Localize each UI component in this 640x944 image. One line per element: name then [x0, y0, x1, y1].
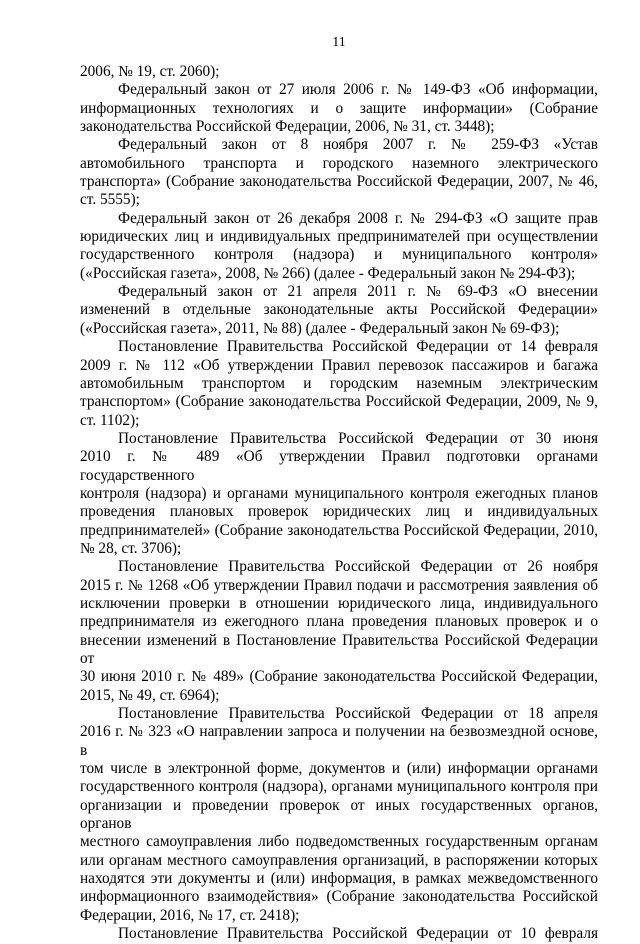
paragraph [80, 136, 598, 209]
text-line: автомобильного транспорта и городского наземного электрического [80, 154, 598, 172]
text-line: транспортом» (Собрание законодательства Российской Федерации, 2009, № 9, [80, 393, 598, 411]
text-line: юридических лиц и индивидуальных предпринимателей при осуществлении [80, 228, 598, 246]
text-line: 2009 г. № 112 «Об утверждении Правил перевозок пассажиров и багажа [80, 356, 598, 374]
text-line: предпринимателя из ежегодного плана проведения плановых проверок и о [80, 613, 598, 631]
text-line: ст. 1102); [80, 411, 140, 429]
text-line: 2016 г. № 323 «О направлении запроса и получении на безвозмездной основе, в [80, 723, 598, 759]
text-line: государственного контроля (надзора), органами муниципального контроля при [80, 778, 598, 796]
text-line: проведения плановых проверок юридических лиц и индивидуальных [80, 503, 598, 521]
document-page [80, 0, 598, 943]
text-line: Федеральный закон от 21 апреля 2011 г. № 69-ФЗ «О внесении [118, 283, 598, 301]
text-line: ст. 5555); [80, 191, 140, 209]
text-line: информационного взаимодействия» (Собрание законодательства Российской [80, 888, 598, 906]
text-line: Постановление Правительства Российской Федерации от 14 февраля [118, 338, 598, 356]
text-line: или органам местного самоуправления организаций, в распоряжении которых [80, 851, 598, 869]
text-line: Федеральный закон от 8 ноября 2007 г. № 259-ФЗ «Устав [118, 136, 598, 154]
text-line: («Российская газета», 2008, № 266) (далее - Федеральный закон № 294-ФЗ); [80, 264, 576, 282]
text-line: 30 июня 2010 г. № 489» (Собрание законодательства Российской Федерации, [80, 668, 598, 686]
text-line: местного самоуправления либо подведомственных государственным органам [80, 833, 598, 851]
text-line: Федеральный закон от 27 июля 2006 г. № 149-ФЗ «Об информации, [118, 81, 598, 99]
paragraph [80, 925, 598, 943]
text-line: изменений в отдельные законодательные акты Российской Федерации» [80, 301, 598, 319]
text-line: («Российская газета», 2011, № 88) (далее - Федеральный закон № 69-ФЗ); [80, 319, 560, 337]
text-line: Постановление Правительства Российской Федерации от 30 июня [118, 429, 598, 447]
text-line: транспорта» (Собрание законодательства Российской Федерации, 2007, № 46, [80, 173, 598, 191]
document-body [80, 63, 598, 944]
text-line: Федеральный закон от 26 декабря 2008 г. № 294-ФЗ «О защите прав [118, 209, 598, 227]
paragraph [80, 705, 598, 925]
paragraph [80, 210, 598, 283]
paragraph [80, 81, 598, 136]
paragraph [80, 338, 598, 430]
text-line: Федерации, 2016, № 17, ст. 2418); [80, 906, 300, 924]
page-number: 11 [332, 35, 346, 50]
text-line: 2015 г. № 1268 «Об утверждении Правил подачи и рассмотрения заявления об [80, 576, 598, 594]
text-line: находятся эти документы и (или) информация, в рамках межведомственного [80, 870, 598, 888]
text-line: 2006, № 19, ст. 2060); [80, 63, 220, 80]
text-line: Постановление Правительства Российской Федерации от 10 февраля [118, 925, 598, 943]
text-line: государственного контроля (надзора) и муниципального контроля» [80, 246, 598, 264]
text-line: внесении изменений в Постановление Правительства Российской Федерации от [80, 631, 598, 667]
text-line: 2010 г. № 489 «Об утверждении Правил подготовки органами государственного [80, 448, 598, 484]
text-line: Постановление Правительства Российской Федерации от 18 апреля [118, 705, 598, 723]
paragraph [80, 558, 598, 705]
text-line: автомобильным транспортом и городским наземным электрическим [80, 374, 598, 392]
text-line: Постановление Правительства Российской Федерации от 26 ноября [118, 558, 598, 576]
text-line: информационных технологиях и о защите информации» (Собрание [80, 99, 598, 117]
text-line: № 28, ст. 3706); [80, 539, 182, 557]
paragraph [80, 283, 598, 338]
text-line: том числе в электронной форме, документов и (или) информации органами [80, 760, 598, 778]
text-line: предпринимателей» (Собрание законодательства Российской Федерации, 2010, [80, 521, 598, 539]
paragraph [80, 63, 598, 81]
paragraph [80, 430, 598, 558]
text-line: исключении проверки в отношении юридического лица, индивидуального [80, 594, 598, 612]
text-line: 2015, № 49, ст. 6964); [80, 686, 220, 704]
text-line: контроля (надзора) и органами муниципального контроля ежегодных планов [80, 484, 598, 502]
text-line: организации и проведении проверок от иных государственных органов, органов [80, 796, 598, 833]
text-line: законодательства Российской Федерации, 2006, № 31, ст. 3448); [80, 118, 495, 136]
